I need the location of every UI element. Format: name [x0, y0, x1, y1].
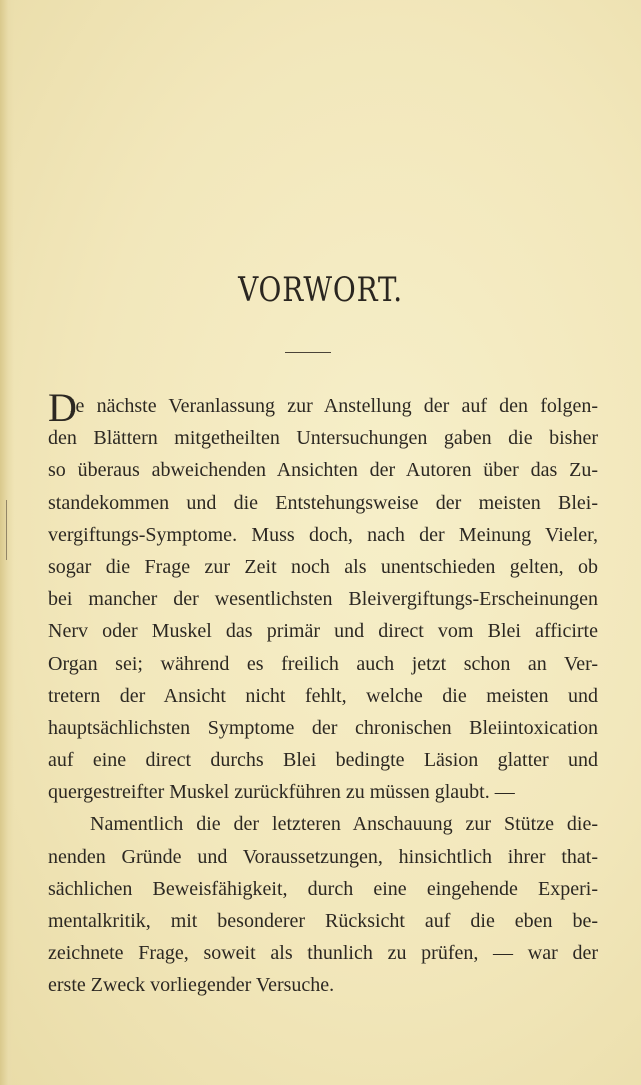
- text-line: tretern der Ansicht nicht fehlt, welche die meisten und: [48, 684, 598, 707]
- drop-cap: D: [48, 385, 77, 430]
- page-edge-shadow: [0, 0, 14, 1085]
- text-line: ie nächste Veranlassung zur Anstellung der auf den folgen-: [70, 395, 598, 417]
- text-line: den Blättern mitgetheilten Untersuchungen gaben die bisher: [48, 427, 598, 450]
- text-line: auf eine direct durchs Blei bedingte Läsion glatter und: [48, 749, 598, 772]
- preface-text: [48, 385, 598, 1002]
- text-line: bei mancher der wesentlichsten Bleivergiftungs-Erscheinungen: [48, 588, 598, 611]
- text-line: sächlichen Beweisfähigkeit, durch eine eingehende Experi-: [48, 877, 598, 900]
- text-line: Namentlich die der letzteren Anschauung zur Stütze die-: [90, 813, 598, 836]
- text-line: vergiftungs-Symptome. Muss doch, nach der Meinung Vieler,: [48, 523, 598, 546]
- text-line: quergestreifter Muskel zurückführen zu müssen glaubt. —: [48, 781, 515, 804]
- text-line: nenden Gründe und Voraussetzungen, hinsichtlich ihrer that-: [48, 845, 598, 868]
- title-divider: [285, 352, 331, 353]
- margin-mark: [6, 500, 7, 560]
- text-line: zeichnete Frage, soweit als thunlich zu prüfen, — war der: [48, 942, 598, 965]
- text-line: Nerv oder Muskel das primär und direct vom Blei afficirte: [48, 620, 598, 643]
- text-line: standekommen und die Entstehungsweise der meisten Blei-: [48, 491, 598, 514]
- text-line: mentalkritik, mit besonderer Rücksicht auf die eben be-: [48, 910, 598, 932]
- text-line: sogar die Frage zur Zeit noch als unentschieden gelten, ob: [48, 555, 598, 578]
- page-title: VORWORT.: [238, 270, 403, 310]
- text-line: Organ sei; während es freilich auch jetzt schon an Ver-: [48, 652, 598, 675]
- text-line: hauptsächlichsten Symptome der chronischen Bleiintoxication: [48, 716, 598, 739]
- text-line: erste Zweck vorliegender Versuche.: [48, 974, 335, 997]
- text-line: so überaus abweichenden Ansichten der Autoren über das Zu-: [48, 459, 598, 482]
